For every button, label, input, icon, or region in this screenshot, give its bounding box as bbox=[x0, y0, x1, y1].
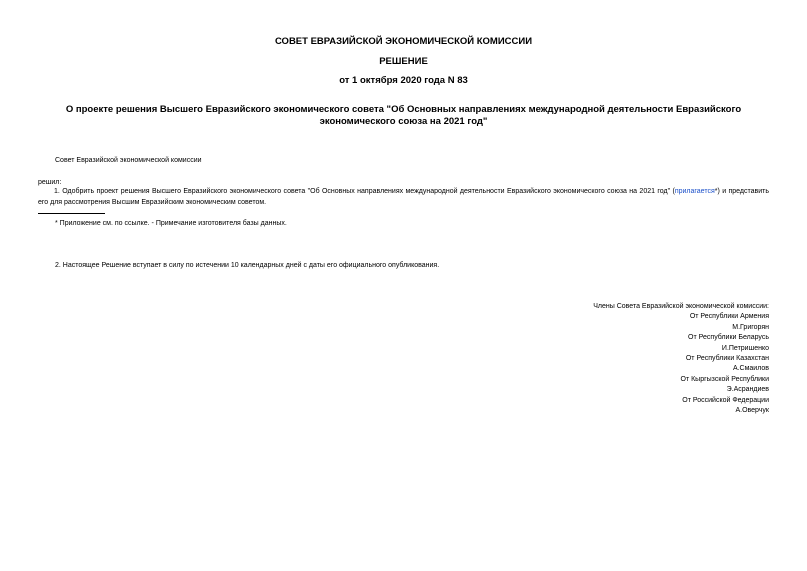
signature-line: А.Смаилов bbox=[732, 365, 769, 373]
attachment-link[interactable]: прилагается bbox=[674, 188, 715, 195]
decided-text: решил: bbox=[38, 179, 62, 186]
item-1-text-end: *) и представить его для рассмотрения Высшим Евразийским экономическим советом. bbox=[38, 188, 769, 206]
organization-title: СОВЕТ ЕВРАЗИЙСКОЙ ЭКОНОМИЧЕСКОЙ КОМИССИИ bbox=[274, 36, 533, 47]
signature-line: От Российской Федерации bbox=[682, 396, 769, 404]
document-type: РЕШЕНИЕ bbox=[379, 56, 428, 67]
signature-line: И.Петришенко bbox=[721, 344, 769, 352]
intro-text: Совет Евразийской экономической комиссии bbox=[55, 157, 202, 164]
signature-line: М.Григорян bbox=[732, 323, 769, 331]
document-subject: О проекте решения Высшего Евразийского экономического совета "Об Основных направлениях международной деятельности Евразийского экономического союза на 2021 год" bbox=[65, 104, 742, 127]
footnote-divider bbox=[38, 213, 105, 214]
signature-line: От Республики Беларусь bbox=[688, 334, 769, 342]
signatures-heading: Члены Совета Евразийской экономической комиссии: bbox=[593, 303, 769, 310]
signature-line: Э.Асрандиев bbox=[726, 386, 769, 394]
footnote-text: * Приложение см. по ссылке. - Примечание изготовителя базы данных. bbox=[55, 220, 287, 227]
signatures-block bbox=[593, 302, 769, 416]
signature-line: От Кыргызской Республики bbox=[680, 375, 769, 383]
signature-line: А.Оверчук bbox=[735, 407, 769, 415]
item-1-paragraph bbox=[38, 186, 769, 208]
item-2-paragraph: 2. Настоящее Решение вступает в силу по истечении 10 календарных дней с даты его официального опубликования. bbox=[55, 262, 440, 269]
signature-line: От Республики Армения bbox=[689, 313, 769, 321]
document-date: от 1 октября 2020 года N 83 bbox=[339, 75, 468, 86]
item-1-text-start: 1. Одобрить проект решения Высшего Евразийского экономического совета "Об Основных направлениях международной деятельности Евразийского экономического союза на 2021 год" ( bbox=[54, 188, 675, 195]
signature-line: От Республики Казахстан bbox=[685, 355, 769, 363]
